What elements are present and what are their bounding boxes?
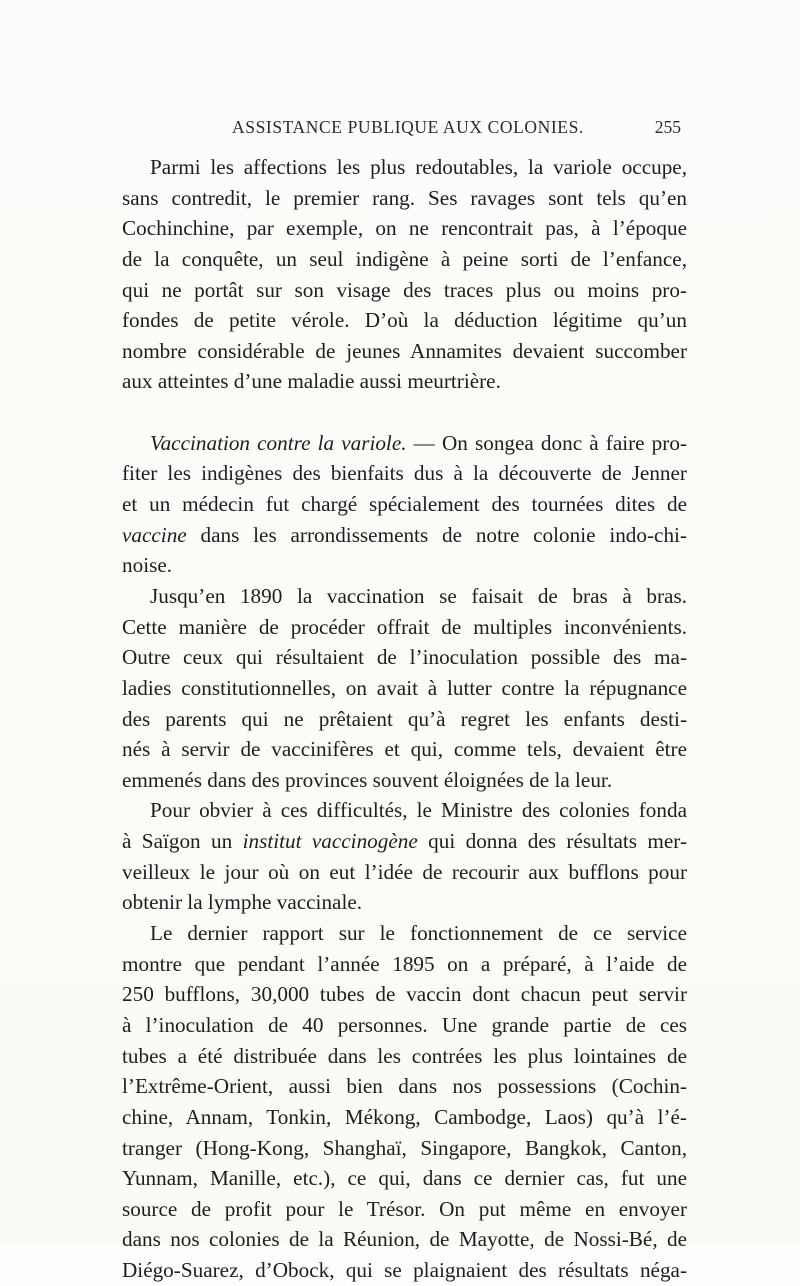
text-line	[122, 275, 687, 306]
text-run: dans nos colonies de la Réunion, de Mayotte, de Nossi-Bé, de	[122, 1227, 687, 1252]
text-run: aux atteintes d’une maladie aussi meurtrière.	[122, 369, 501, 394]
italic-run: institut vaccinogène	[242, 829, 418, 854]
text-line	[122, 520, 687, 551]
page-number: 255	[654, 117, 681, 137]
text-run: qui donna des résultats mer-	[417, 829, 687, 854]
text-line	[122, 1041, 687, 1072]
text-run: 250 bufflons, 30,000 tubes de vaccin dont chacun peut servir	[122, 982, 687, 1007]
text-line	[122, 918, 687, 949]
text-line	[122, 1163, 687, 1194]
text-line	[122, 336, 687, 367]
text-run: emmenés dans des provinces souvent éloignées de la leur.	[122, 767, 613, 792]
text-run: l’Extrême-Orient, aussi bien dans nos possessions (Cochin-	[122, 1074, 687, 1099]
text-run: qui ne portât sur son visage des traces plus ou moins pro-	[122, 277, 687, 302]
text-run: tranger (Hong-Kong, Shanghaï, Singapore, Bangkok, Canton,	[122, 1135, 687, 1160]
text-run: Pour obvier à ces difficultés, le Ministre des colonies fonda	[150, 798, 687, 823]
body-text	[122, 152, 687, 1286]
text-line	[122, 1194, 687, 1225]
text-run: tubes a été distribuée dans les contrées les plus lointaines de	[122, 1043, 687, 1068]
text-line	[122, 734, 687, 765]
text-line	[122, 489, 687, 520]
text-line	[122, 887, 687, 918]
text-line	[122, 458, 687, 489]
text-line	[122, 979, 687, 1010]
text-run: de la conquête, un seul indigène à peine sorti de l’enfance,	[122, 246, 687, 271]
text-line	[122, 765, 687, 796]
text-line	[122, 642, 687, 673]
text-run: montre que pendant l’année 1895 on a préparé, à l’aide de	[122, 951, 687, 976]
text-run: dans les arrondissements de notre colonie indo-chi-	[186, 522, 687, 547]
text-run: obtenir la lymphe vaccinale.	[122, 890, 363, 915]
text-line	[122, 1133, 687, 1164]
text-run: sans contredit, le premier rang. Ses ravages sont tels qu’en	[122, 185, 687, 210]
text-line	[122, 1102, 687, 1133]
text-line	[122, 550, 687, 581]
text-run: — On songea donc à faire pro-	[406, 430, 687, 455]
running-title: ASSISTANCE PUBLIQUE AUX COLONIES.	[232, 117, 584, 137]
text-line	[122, 244, 687, 275]
text-line	[122, 1010, 687, 1041]
text-run: à Saïgon un	[122, 829, 243, 854]
text-run: Diégo-Suarez, d’Obock, qui se plaignaient des résultats néga-	[122, 1258, 687, 1283]
text-line	[122, 704, 687, 735]
text-run: fondes de petite vérole. D’où la déduction légitime qu’un	[122, 308, 687, 333]
text-run: à l’inoculation de 40 personnes. Une grande partie de ces	[122, 1012, 687, 1037]
text-run: Outre ceux qui résultaient de l’inoculation possible des ma-	[122, 645, 687, 670]
text-run: nombre considérable de jeunes Annamites devaient succomber	[122, 338, 687, 363]
text-line	[122, 1255, 687, 1286]
text-line	[122, 1224, 687, 1255]
text-line	[122, 428, 687, 459]
text-run: Le dernier rapport sur le fonctionnement de ce service	[150, 921, 687, 946]
text-line	[122, 581, 687, 612]
text-line	[122, 857, 687, 888]
text-line	[122, 213, 687, 244]
text-line	[122, 152, 687, 183]
text-run: noise.	[122, 553, 173, 578]
text-run: Cochinchine, par exemple, on ne rencontrait pas, à l’époque	[122, 216, 687, 241]
text-run: fiter les indigènes des bienfaits dus à la découverte de Jenner	[122, 461, 687, 486]
running-header	[122, 117, 687, 147]
italic-run: Vaccination contre la variole.	[150, 430, 407, 455]
text-line	[122, 183, 687, 214]
text-line	[122, 1071, 687, 1102]
text-run: ladies constitutionnelles, on avait à lutter contre la répugnance	[122, 675, 687, 700]
italic-run: vaccine	[122, 522, 187, 547]
text-line	[122, 949, 687, 980]
text-line	[122, 612, 687, 643]
text-run: veilleux le jour où on eut l’idée de recourir aux bufflons pour	[122, 859, 687, 884]
text-line	[122, 397, 687, 428]
text-run: et un médecin fut chargé spécialement des tournées dites de	[122, 492, 687, 517]
text-line	[122, 673, 687, 704]
text-run: des parents qui ne prêtaient qu’à regret les enfants desti-	[122, 706, 687, 731]
text-line	[122, 366, 687, 397]
text-line	[122, 795, 687, 826]
text-run: Yunnam, Manille, etc.), ce qui, dans ce dernier cas, fut une	[122, 1166, 687, 1191]
text-run: Parmi les affections les plus redoutables, la variole occupe,	[150, 155, 687, 179]
text-line	[122, 826, 687, 857]
text-run: chine, Annam, Tonkin, Mékong, Cambodge, Laos) qu’à l’é-	[122, 1104, 687, 1129]
text-line	[122, 305, 687, 336]
text-run: nés à servir de vaccinifères et qui, comme tels, devaient être	[122, 737, 687, 762]
text-run: Cette manière de procéder offrait de multiples inconvénients.	[122, 614, 687, 639]
text-run: Jusqu’en 1890 la vaccination se faisait de bras à bras.	[150, 583, 687, 608]
text-run: source de profit pour le Trésor. On put même en envoyer	[122, 1196, 687, 1221]
